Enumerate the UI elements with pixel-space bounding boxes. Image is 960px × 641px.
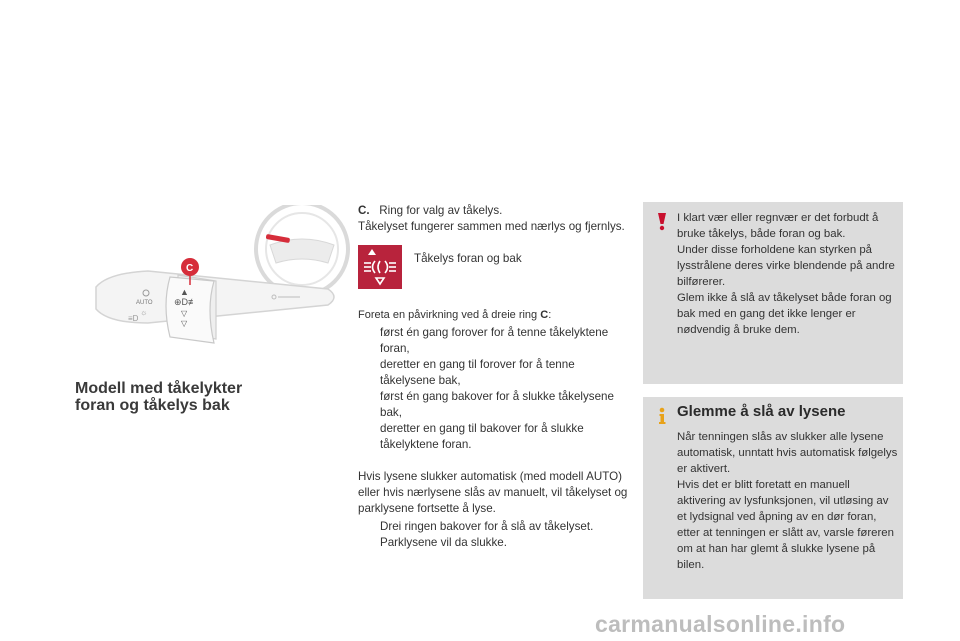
watermark-footer: carmanualsonline.info (595, 611, 846, 637)
svg-text:☼: ☼ (140, 308, 148, 317)
list-item-text: deretter en gang til forover for å tenne tåkelysene bak, (380, 358, 575, 387)
intro-letter: C. (358, 204, 370, 217)
list-item (358, 519, 628, 551)
section-title-line1: Modell med tåkelykter (75, 380, 243, 397)
instruction-letter: C (540, 309, 549, 321)
intro-line2: Tåkelyset fungerer sammen med nærlys og fjernlys. (358, 220, 625, 233)
svg-text:⊕D≢: ⊕D≢ (174, 297, 198, 307)
list-item (358, 357, 628, 389)
info-title: Glemme å slå av lysene (677, 403, 846, 420)
instruction-prefix: Foreta en påvirkning ved å dreie ring (358, 309, 538, 321)
svg-text:▽: ▽ (181, 309, 188, 318)
warning-text (677, 210, 899, 338)
info-text (677, 429, 899, 573)
warning-icon (651, 210, 673, 232)
info-line: Hvis det er blitt foretatt en manuell aktivering av lysfunksjonen, vil utløsing av et lydsignal ved åpning av en dør foran, etter at tenningen er slått av, varsle føreren om at han har glemt å slukke lysene på bilen. (677, 479, 894, 571)
main-text-column (358, 203, 628, 551)
instruction-suffix: : (548, 309, 552, 321)
list-item (358, 389, 628, 421)
callout-c-letter: C (186, 263, 194, 274)
auto-bullet-list (358, 519, 628, 551)
svg-text:▲: ▲ (180, 287, 189, 297)
section-title (75, 380, 335, 414)
fog-symbol-row (358, 243, 628, 289)
fog-symbol-label: Tåkelys foran og bak (414, 252, 522, 265)
list-item (358, 325, 628, 357)
stalk-illustration (88, 205, 350, 367)
front-rear-fog-light-icon (358, 245, 402, 289)
warning-line: Under disse forholdene kan styrken på lysstrålene deres virke blendende på andre bilførerer. (677, 244, 895, 288)
intro-text: Ring for valg av tåkelys. (379, 204, 503, 217)
list-item-text: først én gang bakover for å slukke tåkelysene bak, (380, 390, 614, 419)
lighting-stalk-drawing (88, 205, 350, 367)
auto-label: AUTO (136, 300, 153, 306)
auto-paragraph: Hvis lysene slukker automatisk (med modell AUTO) eller hvis nærlysene slås av manuelt, vil tåkelyset og parklysene fortsette å lyse. (358, 470, 628, 515)
red-stalk-mark (266, 234, 291, 243)
list-item-text: Drei ringen bakover for å slå av tåkelyset. Parklysene vil da slukke. (380, 520, 594, 549)
list-item-text: først én gang forover for å tenne tåkelyktene foran, (380, 326, 609, 355)
list-item-text: deretter en gang til bakover for å slukke tåkelyktene foran. (380, 422, 584, 451)
info-icon (651, 405, 673, 427)
intro-line (358, 203, 628, 219)
info-line: Når tenningen slås av slukker alle lysene automatisk, unntatt hvis automatisk følgelys er aktivert. (677, 431, 898, 475)
svg-text:≡D: ≡D (128, 314, 139, 323)
instruction-line (358, 307, 628, 323)
list-item (358, 421, 628, 453)
section-title-line2: foran og tåkelys bak (75, 397, 230, 414)
warning-line: I klart vær eller regnvær er det forbudt å bruke tåkelys, både foran og bak. (677, 212, 879, 240)
info-box (643, 397, 903, 599)
warning-line: Glem ikke å slå av tåkelyset både foran og bak med en gang det ikke lenger er nødvendig å bruke dem. (677, 292, 892, 336)
warning-box (643, 202, 903, 384)
rotation-steps-list (358, 325, 628, 453)
svg-text:▽: ▽ (181, 319, 188, 328)
